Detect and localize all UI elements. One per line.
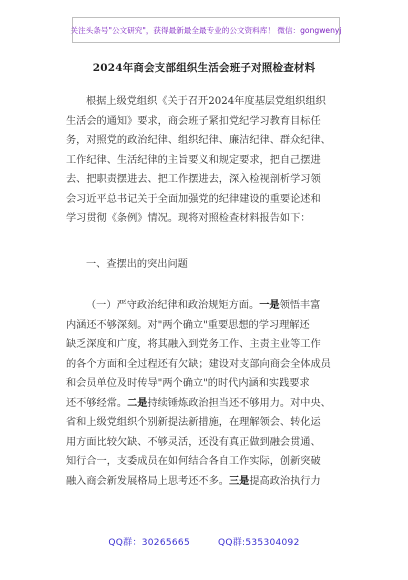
- qq-group-2: QQ群:535304092: [217, 538, 300, 548]
- promo-banner: 关注头条号"公文研究"，获得最新最全最专业的公文资料库！ 微信：gongwenyj: [72, 17, 340, 43]
- section-heading-text: 一、查摆出的突出问题: [86, 259, 188, 270]
- paragraph-line: 知行合一，支委成员在如何结合各自工作实际，创新突破: [66, 456, 321, 467]
- paragraph-line: [66, 472, 346, 492]
- paragraph-line: [66, 296, 346, 316]
- intro-paragraph: [66, 92, 346, 229]
- paragraph-fragment: 融入商会新发展格局上思考还不多。: [66, 475, 229, 487]
- intro-line: 学习贯彻《条例》情况。现将对照检查材料报告如下：: [66, 213, 311, 224]
- subsection-heading: （一）严守政治纪律和政治规矩方面。: [86, 300, 260, 311]
- paragraph-line: 内涵还不够深刻。对"两个确立"重要思想的学习理解还: [66, 319, 310, 331]
- intro-line: 工作纪律、生活纪律的主旨要义和规定要求，把自己摆进: [66, 154, 321, 166]
- section-paragraph-1: [66, 296, 346, 491]
- paragraph-line: [66, 394, 346, 414]
- paragraph-line: 缺乏深度和广度，将其融入到党务工作、主责主业等工作: [66, 339, 321, 350]
- intro-line: 会习近平总书记关于全面加强党的纪律建设的重要论述和: [66, 193, 321, 205]
- section-heading-1: [66, 255, 346, 275]
- point-marker: 二是: [127, 396, 148, 409]
- paragraph-fragment: 领悟丰富: [279, 300, 321, 311]
- paragraph-line: 和会员单位及时传导"两个确立"的时代内涵和实践要求: [66, 378, 310, 389]
- paragraph-line: 省和上级党组织个别新提法新措施，在理解领会、转化运: [66, 417, 321, 428]
- paragraph-fragment: 还不够经常。: [66, 397, 128, 409]
- intro-line: 生活会的通知》要求，商会班子紧扣党纪学习教育目标任: [66, 115, 321, 127]
- footer-contact: [0, 535, 408, 548]
- document-title: 2024年商会支部组织生活会班子对照检查材料: [92, 62, 316, 74]
- paragraph-fragment: 提高政治执行力: [249, 475, 321, 487]
- intro-line: 去、把职责摆进去、把工作摆进去，深入检视剖析学习领: [66, 174, 321, 185]
- intro-line: 务，对照党的政治纪律、组织纪律、廉洁纪律、群众纪律、: [66, 135, 331, 146]
- paragraph-line: 用方面比较欠缺、不够灵活，还没有真正做到融会贯通、: [66, 436, 321, 448]
- paragraph-fragment: 持续锤炼政治担当还不够用力。对中央、: [147, 397, 331, 409]
- paragraph-line: 的各个方面和全过程还有欠缺；建设对支部向商会全体成员: [66, 358, 331, 370]
- point-marker: 一是: [259, 299, 280, 311]
- qq-group-1: QQ群：30265665: [108, 538, 190, 548]
- point-marker: 三是: [229, 474, 250, 487]
- intro-line: 根据上级党组织《关于召开2024年度基层党组织组织: [86, 96, 326, 107]
